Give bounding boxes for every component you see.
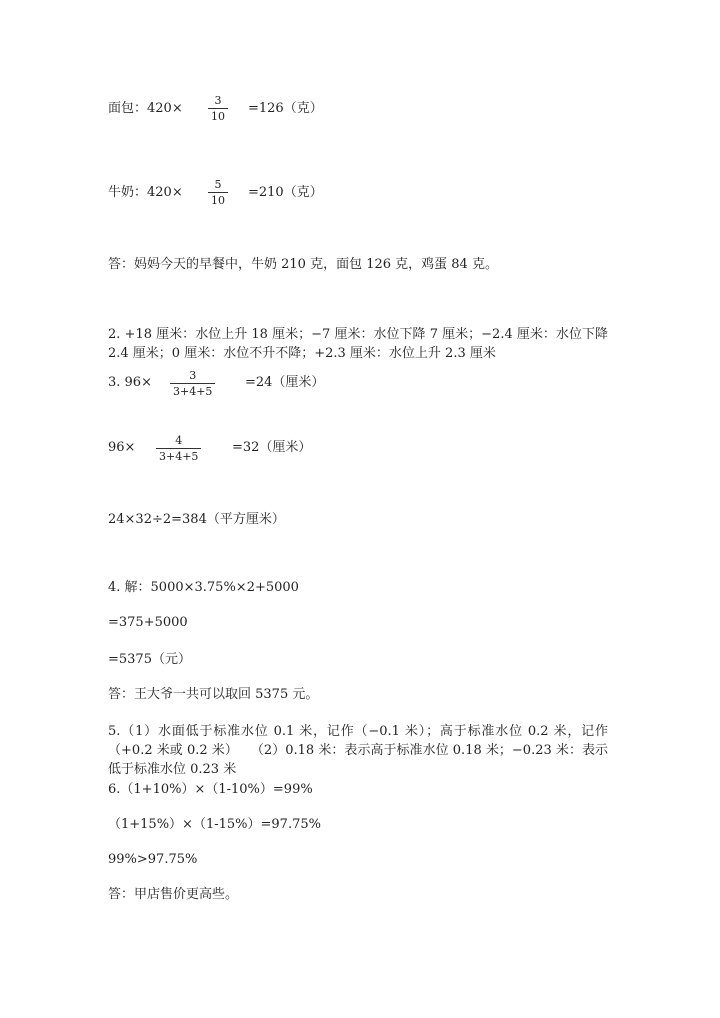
fraction-bar [208,108,228,109]
q6-line1: 6.（1+10%）×（1-10%）=99% [108,782,313,797]
q3-line2-denominator: 3+4+5 [159,450,199,463]
q6-answer: 答：甲店售价更高些。 [108,887,239,902]
q3-line1-fraction [170,369,215,398]
bread-prefix: 面包：420× [108,101,183,116]
q5-text: 5.（1）水面低于标准水位 0.1 米，记作（−0.1 米）；高于标准水位 0.2 米，记作（+0.2 米或 0.2 米） （2）0.18 米：表示高于标准水位 0.18 米；−0.23 米：表示低于标准水位 0.23 米 [108,724,608,777]
milk-fraction-numerator: 5 [214,178,222,191]
bread-result: =126（克） [248,101,323,116]
q2-text: 2. +18 厘米：水位上升 18 厘米；−7 厘米：水位下降 7 厘米；−2.4 厘米：水位下降 2.4 厘米；0 厘米：水位不升不降；+2.3 厘米：水位上升 2.3 厘米 [108,327,608,361]
milk-result: =210（克） [248,185,323,200]
fraction-bar [208,192,228,193]
milk-prefix: 牛奶：420× [108,185,183,200]
milk-fraction [208,178,228,207]
q3-line2-prefix: 96× [108,440,136,455]
q3-line2-numerator: 4 [175,434,183,447]
q3-line2-result: =32（厘米） [232,440,312,455]
q4-line3: =5375（元） [108,652,191,667]
q4-answer: 答：王大爷一共可以取回 5375 元。 [108,687,319,702]
q6-line2: （1+15%）×（1-15%）=97.75% [108,817,321,832]
q6-line3: 99%>97.75% [108,852,198,867]
q4-line1: 4. 解：5000×3.75%×2+5000 [108,580,299,595]
bread-fraction [208,94,228,123]
milk-fraction-denominator: 10 [211,194,225,207]
fraction-bar [156,448,201,449]
bread-fraction-denominator: 10 [211,110,225,123]
q3-line1-denominator: 3+4+5 [173,385,213,398]
fraction-bar [170,383,215,384]
q3-line1-result: =24（厘米） [245,375,325,390]
bread-fraction-numerator: 3 [214,94,222,107]
q4-line2: =375+5000 [108,615,188,630]
q3-line1-numerator: 3 [189,369,197,382]
q3-line3: 24×32÷2=384（平方厘米） [108,512,285,527]
q3-line1-prefix: 3. 96× [108,375,152,390]
q1-answer: 答：妈妈今天的早餐中，牛奶 210 克，面包 126 克，鸡蛋 84 克。 [108,257,498,272]
q3-line2-fraction [156,434,201,463]
